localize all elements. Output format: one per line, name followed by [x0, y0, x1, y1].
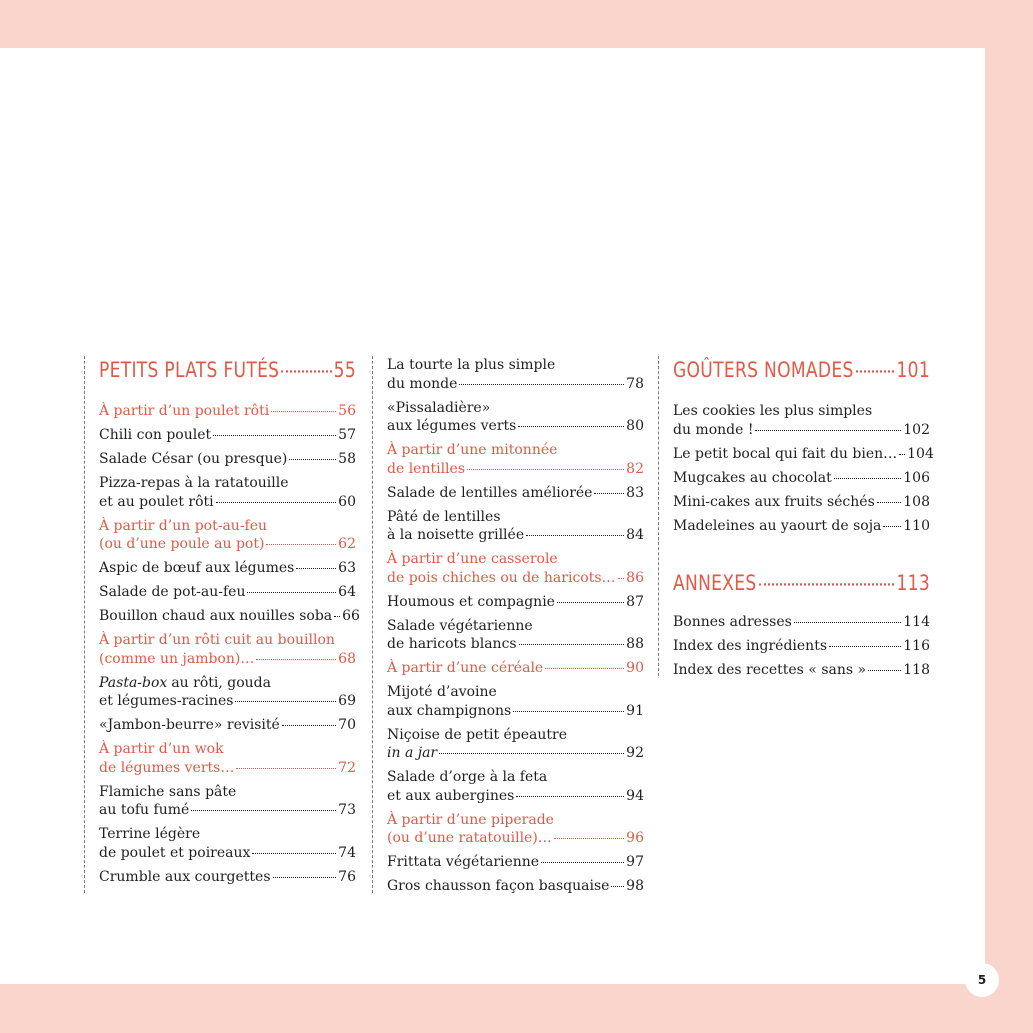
toc-entry-line	[387, 744, 644, 763]
section-heading[interactable]	[673, 358, 930, 387]
dot-leader	[213, 435, 336, 436]
dot-leader	[289, 459, 336, 460]
toc-entry[interactable]	[99, 426, 356, 445]
toc-entry-line	[673, 493, 930, 512]
toc-entry-line	[673, 421, 930, 440]
toc-entry-title: Les cookies les plus simples	[673, 403, 873, 419]
toc-entry-title: du monde	[387, 375, 458, 392]
dot-leader	[247, 592, 336, 593]
toc-entry-line	[387, 593, 644, 612]
toc-entry-line	[99, 692, 356, 711]
toc-entry-title	[387, 744, 437, 763]
toc-entry[interactable]	[673, 517, 930, 536]
toc-entry-page: 92	[626, 745, 644, 761]
toc-entry[interactable]	[99, 559, 356, 578]
toc-entry-title: (ou d’une ratatouille)…	[387, 830, 552, 846]
toc-entry-page: 80	[626, 418, 644, 434]
section-page: 55	[333, 358, 356, 383]
toc-entry-page: 70	[338, 717, 356, 733]
toc-entry-line	[387, 853, 644, 872]
toc-entry-title: au tofu fumé	[99, 802, 190, 818]
toc-entry-page: 87	[626, 593, 644, 610]
toc-entry-title: Aspic de bœuf aux légumes	[99, 560, 295, 576]
toc-entry-line	[99, 450, 356, 469]
dot-leader	[611, 886, 624, 887]
toc-entry[interactable]	[387, 356, 644, 393]
toc-entry-line	[387, 617, 644, 636]
toc-entry-title: À partir d’un wok	[99, 741, 224, 757]
toc-entry-page: 72	[338, 759, 356, 776]
toc-entry-line	[387, 526, 644, 545]
toc-entry-page: 86	[626, 569, 644, 586]
toc-entry-title: Bouillon chaud aux nouilles soba	[99, 608, 333, 624]
toc-entry-page: 82	[626, 460, 644, 477]
toc-entry-line	[387, 683, 644, 702]
toc-entry-page: 104	[907, 445, 934, 462]
toc-entry-page: 57	[338, 427, 356, 443]
toc-entry[interactable]	[387, 617, 644, 654]
toc-list	[673, 613, 930, 680]
toc-entry-page: 110	[903, 517, 930, 534]
toc-entry-line	[387, 569, 644, 588]
toc-entry-line	[99, 783, 356, 802]
toc-entry-title: aux champignons	[387, 702, 512, 719]
dot-leader	[755, 430, 901, 431]
dot-leader	[554, 838, 624, 839]
toc-entry[interactable]	[387, 508, 644, 545]
toc-entry[interactable]	[387, 877, 644, 896]
toc-entry[interactable]	[99, 674, 356, 711]
toc-entry-page: 98	[626, 878, 644, 894]
toc-entry-title: À partir d’un rôti cuit au bouillon	[99, 632, 335, 648]
toc-entry-title: du monde !	[673, 421, 754, 438]
toc-entry-title: (comme un jambon)…	[99, 650, 255, 667]
dot-leader	[545, 668, 624, 669]
toc-entry-line	[673, 469, 930, 488]
dot-leader	[271, 411, 336, 412]
toc-entry-page: 91	[626, 702, 644, 719]
toc-entry-page: 118	[903, 662, 930, 678]
toc-entry-line	[99, 844, 356, 863]
toc-entry-title: (ou d’une poule au pot)	[99, 536, 265, 552]
toc-column-3	[658, 356, 934, 678]
toc-entry-line	[99, 868, 356, 887]
toc-entry-page: 102	[903, 421, 930, 438]
dot-leader	[256, 659, 336, 660]
toc-entry-title: Mugcakes au chocolat	[673, 469, 832, 486]
dot-leader	[282, 725, 336, 726]
dot-leader	[516, 796, 624, 797]
toc-entry-title: Salade César (ou presque)	[99, 451, 288, 467]
dot-leader	[252, 853, 336, 854]
toc-entry[interactable]	[99, 474, 356, 511]
dot-leader	[236, 768, 336, 769]
toc-entry[interactable]	[387, 399, 644, 436]
toc-entry-page: 56	[338, 403, 356, 419]
toc-entry[interactable]	[673, 493, 930, 512]
toc-entry-title: Le petit bocal qui fait du bien…	[673, 445, 898, 462]
toc-entry[interactable]	[673, 445, 934, 464]
toc-entry-line	[99, 650, 356, 669]
toc-entry-title: Terrine légère	[99, 826, 201, 842]
toc-entry[interactable]	[673, 613, 930, 632]
toc-entry[interactable]	[387, 853, 644, 872]
toc-list	[387, 356, 644, 896]
toc-entry-line	[387, 508, 644, 527]
toc-entry-title: Niçoise de petit épeautre	[387, 726, 568, 743]
toc-entry-title: À partir d’une casserole	[387, 551, 558, 567]
toc-entry-page: 58	[338, 451, 356, 467]
dot-leader	[459, 384, 624, 385]
section-page: 113	[896, 571, 930, 596]
toc-list	[99, 402, 360, 886]
dot-leader	[883, 526, 901, 527]
toc-entry[interactable]	[99, 716, 356, 735]
toc-entry-title: À partir d’une piperade	[387, 811, 554, 828]
dot-leader	[266, 544, 336, 545]
toc-entry-page: 66	[342, 608, 360, 624]
toc-entry-page: 108	[903, 493, 930, 510]
dot-leader	[834, 478, 902, 479]
toc-entry-line	[387, 811, 644, 830]
toc-subsection-entry[interactable]	[99, 402, 356, 421]
toc-entry-title: À partir d’une céréale	[387, 660, 544, 676]
toc-entry-line	[387, 877, 644, 896]
toc-entry-title: Gros chausson façon basquaise	[387, 878, 610, 894]
toc-entry-title: À partir d’un pot-au-feu	[99, 517, 268, 534]
toc-entry-title-italic: in a jar	[387, 745, 438, 761]
toc-entry-line	[387, 829, 644, 848]
dot-leader	[235, 701, 336, 702]
toc-entry-title: Salade de lentilles améliorée	[387, 484, 593, 501]
toc-entry-line	[387, 702, 644, 721]
toc-entry-line	[387, 460, 644, 479]
toc-entry-page: 64	[338, 584, 356, 600]
toc-entry-title: aux légumes verts	[387, 418, 517, 434]
toc-entry-line	[99, 474, 356, 493]
toc-entry-title: Frittata végétarienne	[387, 854, 540, 870]
toc-entry-line	[387, 787, 644, 806]
toc-entry[interactable]	[387, 593, 644, 612]
toc-entry-page: 68	[338, 650, 356, 667]
toc-entry-title: Salade végétarienne	[387, 617, 533, 634]
toc-entry-line	[387, 441, 644, 460]
toc-entry-title: Pizza-repas à la ratatouille	[99, 475, 289, 491]
toc-entry-title: de haricots blancs	[387, 636, 517, 652]
toc-subsection-entry[interactable]	[99, 517, 356, 554]
toc-entry-line	[99, 759, 356, 778]
toc-entry-page: 76	[338, 868, 356, 885]
dot-leader	[856, 370, 895, 372]
dot-leader	[594, 493, 624, 494]
toc-entry-line	[673, 613, 930, 632]
dot-leader	[518, 426, 624, 427]
toc-entry-page: 83	[626, 484, 644, 501]
toc-entry-page: 73	[338, 802, 356, 818]
toc-entry-page: 84	[626, 527, 644, 543]
toc-entry-line	[99, 493, 356, 512]
toc-entry-page: 114	[903, 614, 930, 630]
dot-leader	[868, 670, 901, 671]
page-sheet	[0, 48, 985, 984]
toc-entry-line	[673, 402, 930, 421]
toc-entry-title: La tourte la plus simple	[387, 357, 556, 373]
section-heading[interactable]	[99, 358, 356, 387]
toc-entry-title: Index des ingrédients	[673, 638, 828, 654]
dot-leader	[618, 578, 625, 579]
toc-entry-line	[387, 417, 644, 436]
toc-entry-title: Salade de pot-au-feu	[99, 584, 246, 600]
toc-entry-line	[387, 375, 644, 394]
toc-entry-line	[387, 635, 644, 654]
dot-leader	[877, 502, 902, 503]
toc-entry[interactable]	[387, 726, 644, 763]
toc-entry-line	[387, 399, 644, 418]
toc-entry-line	[99, 583, 356, 602]
toc-entry-line	[673, 637, 930, 656]
toc-entry-line	[99, 801, 356, 820]
toc-entry-line	[387, 726, 644, 745]
toc-entry[interactable]	[387, 768, 644, 805]
section-title: GOÛTERS NOMADES	[673, 358, 854, 383]
toc-entry-title-rest: au rôti, gouda	[171, 674, 271, 691]
dot-leader	[899, 454, 905, 455]
toc-entry-title: «Jambon-beurre» revisité	[99, 717, 280, 733]
toc-entry-line	[387, 484, 644, 503]
toc-entry-title-italic: Pasta-box	[99, 674, 168, 691]
toc-subsection-entry[interactable]	[387, 441, 644, 478]
toc-list	[673, 402, 934, 535]
toc-entry[interactable]	[387, 683, 644, 720]
dot-leader	[526, 535, 624, 536]
toc-entry-line	[387, 768, 644, 787]
toc-entry-page: 62	[338, 536, 356, 552]
toc-column-1	[84, 356, 360, 893]
toc-entry-line	[99, 402, 356, 421]
dot-leader	[273, 877, 337, 878]
toc-subsection-entry[interactable]	[387, 659, 644, 678]
section-title: PETITS PLATS FUTÉS	[99, 358, 280, 383]
toc-entry-page: 94	[626, 787, 644, 804]
toc-entry-line	[387, 550, 644, 569]
toc-entry-title: Crumble aux courgettes	[99, 868, 271, 885]
toc-entry-title: de lentilles	[387, 460, 466, 477]
toc-entry[interactable]	[99, 607, 360, 626]
dot-leader	[191, 810, 336, 811]
toc-entry-title: Flamiche sans pâte	[99, 783, 237, 800]
dot-leader	[281, 370, 331, 372]
toc-entry-page: 69	[338, 693, 356, 709]
toc-entry-page: 97	[626, 854, 644, 870]
toc-entry-title: et légumes-racines	[99, 693, 234, 709]
toc-entry-line	[99, 825, 356, 844]
toc-entry-page: 78	[626, 375, 644, 392]
toc-entry-title: Bonnes adresses	[673, 614, 792, 630]
toc-entry-title: de légumes verts…	[99, 759, 235, 776]
toc-entry[interactable]	[99, 868, 356, 887]
dot-leader	[513, 711, 624, 712]
toc-entry-title: Pâté de lentilles	[387, 508, 501, 525]
toc-entry-line	[387, 659, 644, 678]
toc-entry-title: À partir d’une mitonnée	[387, 442, 558, 458]
toc-entry[interactable]	[99, 825, 356, 862]
dot-leader	[759, 583, 895, 585]
dot-leader	[519, 644, 625, 645]
toc-entry-title: «Pissaladière»	[387, 399, 491, 416]
toc-entry-title: Salade d’orge à la feta	[387, 769, 548, 785]
toc-entry-title: À partir d’un poulet rôti	[99, 403, 270, 419]
toc-entry-title: Madeleines au yaourt de soja	[673, 517, 882, 534]
dot-leader	[557, 602, 624, 603]
toc-entry-line	[99, 535, 356, 554]
toc-entry-line	[673, 445, 934, 464]
dot-leader	[439, 753, 624, 754]
toc-entry-line	[673, 517, 930, 536]
toc-column-2	[372, 356, 644, 893]
dot-leader	[216, 502, 337, 503]
dot-leader	[541, 862, 624, 863]
toc-entry-page: 106	[903, 469, 930, 486]
toc-entry-title: de poulet et poireaux	[99, 844, 251, 861]
toc-entry[interactable]	[673, 469, 930, 488]
toc-entry[interactable]	[673, 661, 930, 680]
toc-subsection-entry[interactable]	[387, 811, 644, 848]
toc-entry-title: à la noisette grillée	[387, 527, 525, 543]
toc-entry[interactable]	[99, 450, 356, 469]
toc-subsection-entry[interactable]	[99, 740, 356, 777]
dot-leader	[334, 616, 340, 617]
toc-entry-title: Chili con poulet	[99, 427, 212, 443]
toc-entry-line	[99, 716, 356, 735]
toc-subsection-entry[interactable]	[387, 550, 644, 587]
toc-entry[interactable]	[673, 402, 930, 439]
dot-leader	[794, 622, 901, 623]
toc-entry-line	[99, 674, 356, 693]
toc-entry-line	[673, 661, 930, 680]
toc-entry-title: et aux aubergines	[387, 787, 515, 804]
dot-leader	[467, 469, 624, 470]
toc-entry-line	[387, 356, 644, 375]
toc-entry-page: 90	[626, 660, 644, 676]
toc-entry-page: 74	[338, 844, 356, 861]
toc-entry-title: et au poulet rôti	[99, 493, 214, 510]
toc-entry[interactable]	[99, 583, 356, 602]
toc-entry-title: Index des recettes « sans »	[673, 662, 867, 678]
section-title: ANNEXES	[673, 571, 757, 596]
toc-entry-page: 63	[338, 560, 356, 576]
toc-entry-line	[99, 631, 356, 650]
toc-entry-line	[99, 517, 356, 536]
toc-entry-page: 60	[338, 493, 356, 510]
toc-entry-title	[99, 674, 271, 693]
toc-entry-title: Houmous et compagnie	[387, 593, 555, 610]
toc-entry-line	[99, 740, 356, 759]
toc-entry-page: 96	[626, 830, 644, 846]
toc-entry-line	[99, 607, 360, 626]
toc-entry[interactable]	[387, 484, 644, 503]
toc-entry-title: Mini-cakes aux fruits séchés	[673, 493, 875, 510]
toc-entry[interactable]	[673, 637, 930, 656]
dot-leader	[296, 568, 336, 569]
toc-entry[interactable]	[99, 783, 356, 820]
toc-entry-title: de pois chiches ou de haricots…	[387, 569, 616, 586]
toc-entry-line	[99, 559, 356, 578]
toc-entry-page: 88	[626, 636, 644, 652]
toc-entry-title: Mijoté d’avoine	[387, 684, 497, 700]
section-page: 101	[896, 358, 930, 383]
dot-leader	[829, 646, 901, 647]
section-heading[interactable]	[673, 571, 930, 600]
page-number: 5	[965, 963, 999, 997]
toc-entry-page: 116	[903, 638, 930, 654]
toc-entry-line	[99, 426, 356, 445]
toc-subsection-entry[interactable]	[99, 631, 356, 668]
